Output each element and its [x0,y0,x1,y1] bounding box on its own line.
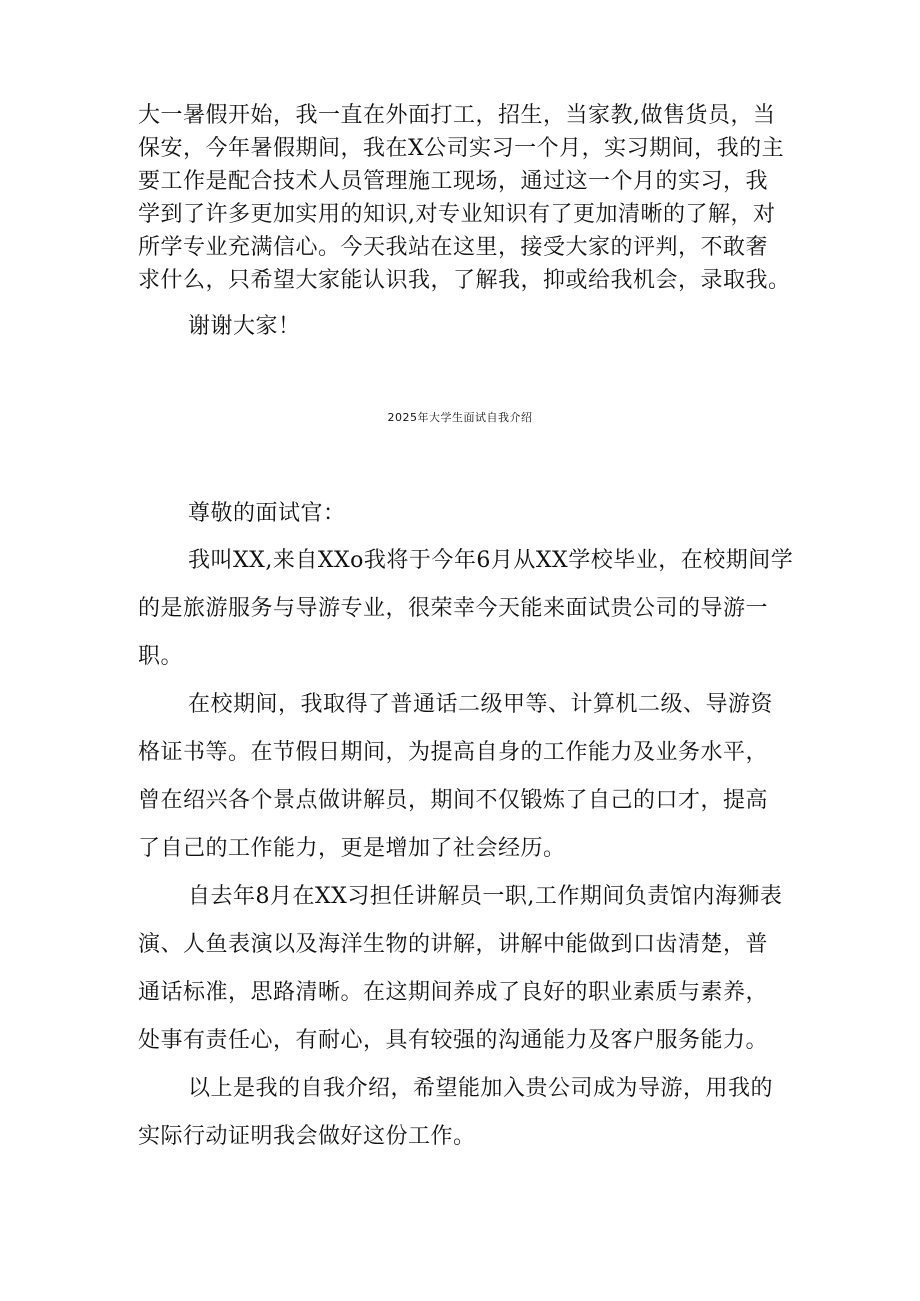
salutation: 尊敬的面试官： [188,501,346,526]
text-line: 通话标准，思路清晰。在这期间养成了良好的职业素质与素养， [138,980,769,1005]
text-line: 曾在绍兴各个景点做讲解员，期间不仅锻炼了自己的口才，提高 [138,788,769,813]
page-title: 2025年大学生面试自我介绍 [387,411,533,424]
text-line: 我叫XX,来自XXo我将于今年6月从XX学校毕业，在校期间学 [188,548,794,573]
text-line: 求什么，只希望大家能认识我，了解我，抑或给我机会，录取我。 [138,268,791,293]
text-line: 职。 [138,644,184,669]
text-line: 在校期间，我取得了普通话二级甲等、计算机二级、导游资 [188,692,774,717]
text-line: 了自己的工作能力，更是增加了社会经历。 [138,836,566,861]
text-line: 实际行动证明我会做好这份工作。 [138,1124,476,1149]
text-line: 的是旅游服务与导游专业，很荣幸今天能来面试贵公司的导游一 [138,596,769,621]
text-line: 学到了许多更加实用的知识,对专业知识有了更加清晰的了解，对 [138,202,776,227]
text-line: 大一暑假开始，我一直在外面打工，招生，当家教,做售货员，当 [138,103,776,128]
text-line: 保安，今年暑假期间，我在X公司实习一个月，实习期间，我的主 [138,136,785,161]
text-line: 以上是我的自我介绍，希望能加入贵公司成为导游，用我的 [188,1076,774,1101]
text-line: 自去年8月在XX习担任讲解员一职,工作期间负责馆内海狮表 [188,884,783,909]
text-line: 演、人鱼表演以及海洋生物的讲解，讲解中能做到口齿清楚，普 [138,932,769,957]
thanks-line: 谢谢大家！ [188,314,301,339]
text-line: 处事有责任心，有耐心，具有较强的沟通能力及客户服务能力。 [138,1028,769,1053]
text-line: 格证书等。在节假日期间，为提高自身的工作能力及业务水平， [138,740,769,765]
text-line: 要工作是配合技术人员管理施工现场，通过这一个月的实习，我 [138,169,769,194]
text-line: 所学专业充满信心。今天我站在这里，接受大家的评判，不敢奢 [138,235,769,260]
